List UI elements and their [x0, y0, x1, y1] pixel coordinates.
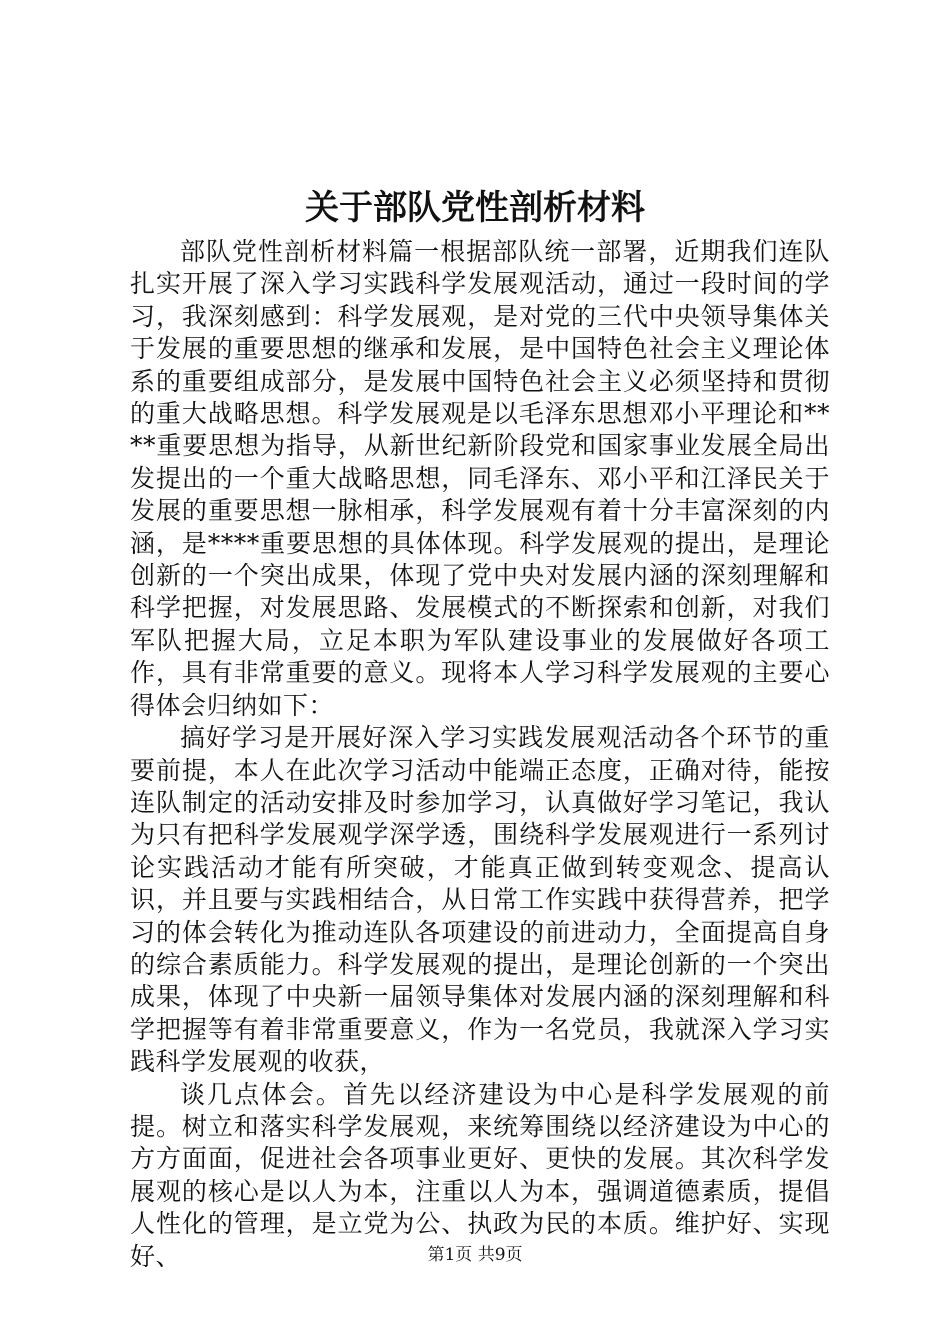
page-number-footer: 第1页 共9页 [427, 1245, 523, 1265]
document-title: 关于部队党性剖析材料 [305, 188, 645, 228]
paragraph-3: 谈几点体会。首先以经济建设为中心是科学发展观的前提。树立和落实科学发展观，来统筹围绕以经济建设为中心的方方面面，促进社会各项事业更好、更快的发展。其次科学发展观的核心是以人为本，注重以人为本，强调道德素质，提倡人性化的管理，是立党为公、执政为民的本质。维护好、实现好、 [130, 1079, 830, 1271]
paragraph-1: 部队党性剖析材料篇一根据部队统一部署，近期我们连队扎实开展了深入学习实践科学发展观活动，通过一段时间的学习，我深刻感到：科学发展观，是对党的三代中央领导集体关于发展的重要思想的继承和发展，是中国特色社会主义理论体系的重要组成部分，是发展中国特色社会主义必须坚持和贯彻的重大战略思想。科学发展观是以毛泽东思想邓小平理论和****重要思想为指导，从新世纪新阶段党和国家事业发展全局出发提出的一个重大战略思想，同毛泽东、邓小平和江泽民关于发展的重要思想一脉相承，科学发展观有着十分丰富深刻的内涵，是****重要思想的具体体现。科学发展观的提出，是理论创新的一个突出成果，体现了党中央对发展内涵的深刻理解和科学把握，对发展思路、发展模式的不断探索和创新，对我们军队把握大局，立足本职为军队建设事业的发展做好各项工作，具有非常重要的意义。现将本人学习科学发展观的主要心得体会归纳如下： [130, 237, 830, 720]
document-body [130, 236, 830, 1273]
paragraph-2: 搞好学习是开展好深入学习实践发展观活动各个环节的重要前提，本人在此次学习活动中能端正态度，正确对待，能按连队制定的活动安排及时参加学习，认真做好学习笔记，我认为只有把科学发展观学深学透，围绕科学发展观进行一系列讨论实践活动才能有所突破，才能真正做到转变观念、提高认识，并且要与实践相结合，从日常工作实践中获得营养，把学习的体会转化为推动连队各项建设的前进动力，全面提高自身的综合素质能力。科学发展观的提出，是理论创新的一个突出成果，体现了中央新一届领导集体对发展内涵的深刻理解和科学把握等有着非常重要意义，作为一名党员，我就深入学习实践科学发展观的收获， [130, 723, 830, 1077]
